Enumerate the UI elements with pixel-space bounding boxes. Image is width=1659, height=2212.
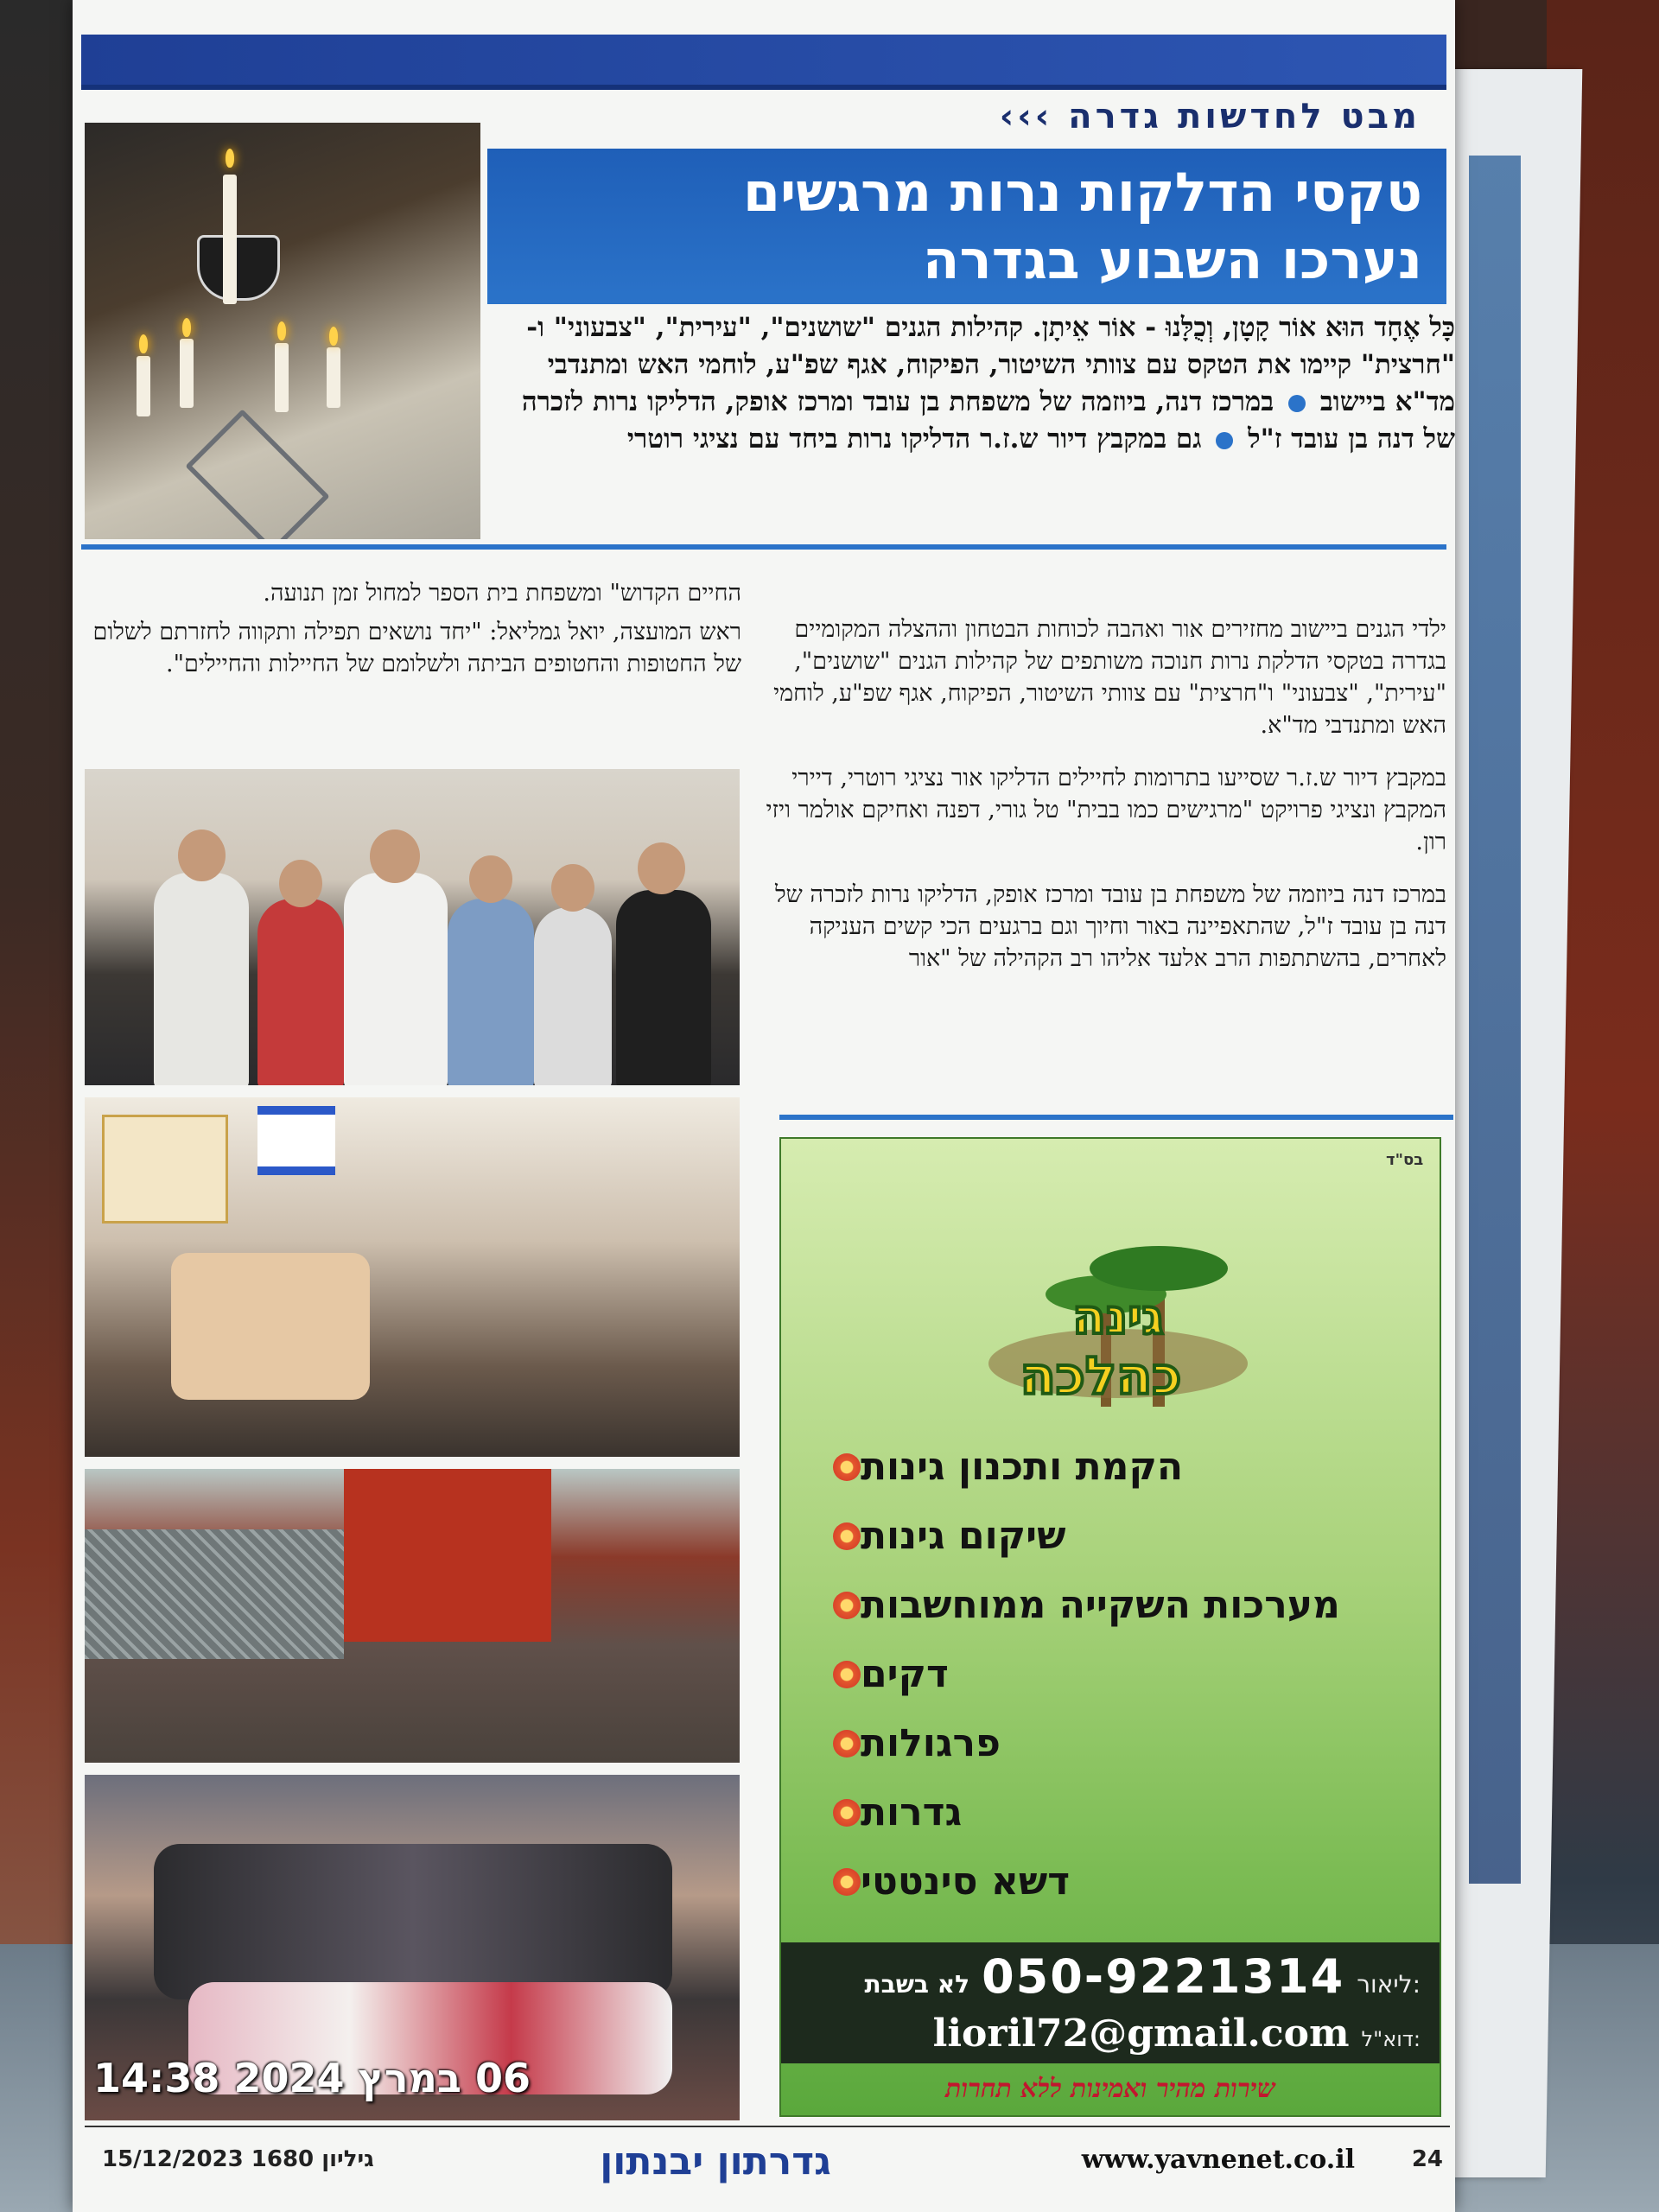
candle <box>275 343 289 412</box>
service-item <box>816 1640 1403 1709</box>
flower-bullet-icon <box>833 1592 861 1619</box>
flame-icon <box>139 334 148 353</box>
flower-bullet-icon <box>833 1730 861 1758</box>
person-head <box>370 830 420 883</box>
person-head <box>638 842 685 894</box>
flame-icon <box>277 321 286 340</box>
ad-bsd-label: בס"ד <box>1386 1151 1424 1169</box>
adults-row <box>154 1844 672 1999</box>
ceremony-hall-photo <box>85 1097 740 1457</box>
service-item <box>816 1778 1403 1847</box>
star-of-david-menorah-icon <box>185 409 329 539</box>
flower-bullet-icon <box>833 1661 861 1688</box>
palm-tree-logo-icon <box>945 1199 1274 1415</box>
fence <box>85 1529 344 1659</box>
lead-part-1: כָּל אֶחָד הוּא אוֹר קָטָן, וְכֻלָּנוּ - אוֹר אֵיתָן. קהילות הגנים "שושנים", "עירית", "צבעוני" ו-"חרצית" קיימו את הטקס עם צוותי השיטור, הפיקוח, אגף שפ"ע, לוחמי האש ומתנדבי מד"א ביישוב <box>526 312 1455 417</box>
service-item <box>816 1502 1403 1571</box>
service-item <box>816 1433 1403 1502</box>
section-title: מבט לחדשות גדרה ››› <box>999 97 1421 137</box>
lead-part-2: במרכז דנה, ביוזמה של משפחת בן עובד ומרכז אופק, הדליקו נרות לזכרה של דנה בן עובד ז"ל <box>521 386 1455 454</box>
candle <box>223 175 237 304</box>
email-label: דוא"ל: <box>1361 2027 1421 2051</box>
candle <box>327 347 340 408</box>
flower-bullet-icon <box>833 1453 861 1481</box>
article-paragraph: במקבץ דיור ש.ז.ר שסייעו בתרומות לחיילים הדליקו אור נציגי רוטרי, דיירי המקבץ ונציגי פרויקט "מרגישים כמו בבית" טל גורי, דפנה ואחיקם אולמר ויזי רון. <box>766 765 1446 855</box>
person <box>448 899 534 1085</box>
article-paragraph: ראש המועצה, יואל גמליאל: "יחד נושאים תפילה ותקווה לחזרתם לשלום של החטופות והחטופים הביתה ולשלומם של החיילות והחיילים". <box>92 619 741 677</box>
article-column-right <box>764 613 1446 995</box>
israel-flag-icon <box>257 1106 335 1175</box>
service-label: גדרות <box>861 1790 963 1834</box>
person <box>154 873 249 1085</box>
bullet-dot-icon <box>1288 395 1306 412</box>
ad-slogan: שירות מהיר ואמינות ללא תחרות <box>945 2074 1275 2104</box>
person <box>534 907 612 1085</box>
logo-text-bottom: כהלכה <box>1020 1346 1182 1407</box>
article-paragraph: החיים הקדוש" ומשפחת בית הספר למחול זמן תנועה. <box>263 580 741 607</box>
service-item <box>816 1709 1403 1778</box>
flame-icon <box>226 149 234 168</box>
person <box>257 899 344 1085</box>
service-item <box>816 1847 1403 1916</box>
headline-line-2: נערכו השבוע בגדרה <box>922 228 1422 291</box>
service-label: מערכות השקייה ממוחשבות <box>861 1583 1340 1627</box>
phone-line <box>798 1949 1421 2010</box>
flower-bullet-icon <box>833 1799 861 1827</box>
article-column-left <box>85 577 741 701</box>
ad-separator-line <box>779 1115 1453 1120</box>
person-head <box>279 860 322 907</box>
headline-box <box>487 149 1446 304</box>
wall-poster <box>102 1115 228 1224</box>
website-url[interactable]: www.yavnenet.co.il <box>1081 2145 1355 2175</box>
group-photo-rotary <box>85 769 740 1085</box>
headline-line-1: טקסי הדלקות נרות מרגשים <box>742 161 1422 224</box>
ad-contact-panel <box>781 1942 1440 2063</box>
service-label: פרגולות <box>861 1721 1001 1765</box>
service-label: הקמת ותכנון גינות <box>861 1445 1184 1489</box>
service-item <box>816 1571 1403 1640</box>
person <box>616 890 711 1085</box>
candle <box>137 356 150 416</box>
flame-icon <box>182 318 191 337</box>
back-page-blue-band <box>1469 156 1521 1884</box>
person-head <box>551 864 594 912</box>
garden-advertisement <box>779 1137 1441 2117</box>
email-line <box>798 2012 1421 2060</box>
fire-truck <box>344 1469 551 1642</box>
article-paragraph: במרכז דנה ביוזמה של משפחת בן עובד ומרכז אופק, הדליקו נרות לזכרה של דנה בן עובד ז"ל, שהתאפיינה באור וחיוך וגם ברגעים הכי קשים העניקה לאחרים, בהשתתפות הרב אלעד אליהו רב הקהילה של "אור <box>775 881 1446 972</box>
service-label: שיקום גינות <box>861 1514 1066 1558</box>
newspaper-page <box>73 0 1455 2212</box>
no-shabbat-note: לא בשבת <box>864 1970 970 1999</box>
service-label: דשא סינטטי <box>861 1859 1071 1904</box>
flower-bullet-icon <box>833 1522 861 1550</box>
issue-info: גיליון 1680 15/12/2023 <box>102 2146 374 2172</box>
logo-text-top: גינה <box>1072 1289 1164 1345</box>
person <box>344 873 448 1085</box>
service-label: דקים <box>861 1652 949 1696</box>
lead-paragraph <box>487 309 1455 458</box>
flame-icon <box>329 327 338 346</box>
page-number: 24 <box>1411 2146 1443 2172</box>
newspaper-masthead: גדרתון יבנתון <box>600 2139 831 2183</box>
contact-name-label: ליאור: <box>1357 1970 1421 1999</box>
fire-truck-photo <box>85 1469 740 1763</box>
person-head <box>178 830 226 881</box>
police-badge-icon <box>197 235 280 301</box>
lead-part-3: גם במקבץ דיור ש.ז.ר הדליקו נרות ביחד עם נציגי רוטרי <box>626 423 1202 454</box>
phone-number[interactable]: 050-9221314 <box>982 1949 1345 2004</box>
flower-bullet-icon <box>833 1868 861 1896</box>
bullet-dot-icon <box>1216 432 1233 449</box>
page-footer <box>85 2126 1450 2196</box>
food-table <box>171 1253 370 1400</box>
separator-line <box>81 544 1446 550</box>
candle-lighting-photo <box>85 123 480 539</box>
email-address[interactable]: lioril72@gmail.com <box>932 2012 1350 2056</box>
article-paragraph: ילדי הגנים ביישוב מחזירים אור ואהבה לכוחות הבטחון וההצלה המקומיים בגדרה בטקסי הדלקת נרות חנוכה משותפים של קהילות הגנים "שושנים", "עירית", "צבעוני" ו"חרצית" עם צוותי השיטור, הפיקוח, אגף שפ"ע, לוחמי האש ומתנדבי מד"א. <box>773 616 1446 739</box>
candle <box>180 339 194 408</box>
person-head <box>469 855 512 903</box>
photo-timestamp: 06 במרץ 2024 14:38 <box>93 2055 531 2101</box>
